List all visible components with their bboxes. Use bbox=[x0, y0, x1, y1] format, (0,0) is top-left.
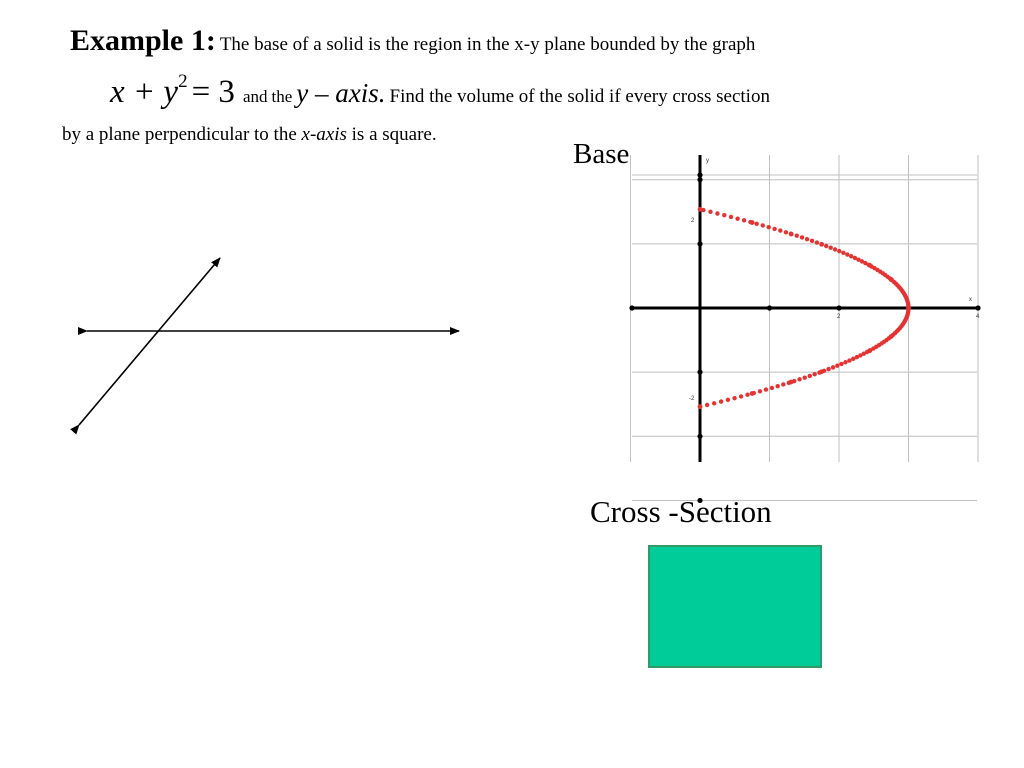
data-point bbox=[750, 220, 755, 225]
line3-post: is a square. bbox=[351, 124, 437, 145]
graph-axes bbox=[629, 155, 980, 503]
curve-point bbox=[729, 215, 733, 219]
data-point bbox=[698, 404, 703, 409]
curve-point bbox=[833, 247, 837, 251]
data-point bbox=[789, 232, 794, 237]
curve-point bbox=[742, 218, 746, 222]
curve-point bbox=[712, 401, 716, 405]
x-tick-label: 2 bbox=[837, 314, 841, 320]
curve-point bbox=[831, 365, 835, 369]
x-tick-label: 4 bbox=[976, 314, 980, 320]
y-tick-label: 2 bbox=[691, 218, 695, 224]
curve-point bbox=[770, 386, 774, 390]
equation-rhs: = 3 bbox=[191, 74, 235, 110]
curve-point bbox=[805, 237, 809, 241]
x-axis-tick bbox=[836, 305, 841, 310]
problem-text-line1: The base of a solid is the region in the x-y plane bounded by the graph bbox=[219, 34, 756, 55]
y-tick-label: -2 bbox=[689, 396, 695, 402]
y-axis-tick bbox=[697, 434, 702, 439]
data-point bbox=[889, 277, 894, 282]
curve-point bbox=[849, 254, 853, 258]
curve-point bbox=[775, 384, 779, 388]
base-graph bbox=[629, 155, 980, 503]
curve-point bbox=[843, 360, 847, 364]
x-axis-tick bbox=[975, 305, 980, 310]
graph-axis-labels bbox=[689, 158, 980, 402]
x-axis-tick bbox=[767, 305, 772, 310]
cross-section-label: Cross -Section bbox=[590, 494, 772, 529]
cross-section-square bbox=[648, 545, 822, 668]
curve-point bbox=[839, 362, 843, 366]
curve-point bbox=[754, 222, 758, 226]
curve-point bbox=[705, 403, 709, 407]
curve-point bbox=[826, 367, 830, 371]
curve-point bbox=[708, 210, 712, 214]
curve-point bbox=[772, 227, 776, 231]
curve-point bbox=[835, 363, 839, 367]
y-axis-letter: y bbox=[706, 158, 709, 164]
y-axis-tick bbox=[697, 370, 702, 375]
y-axis-tick bbox=[697, 172, 702, 177]
curve-point bbox=[797, 377, 801, 381]
x-axis-tick bbox=[629, 305, 634, 310]
data-point bbox=[789, 380, 794, 385]
data-point bbox=[819, 242, 824, 247]
curve-point bbox=[784, 230, 788, 234]
data-point bbox=[867, 348, 872, 353]
sketch-diagonal-axis bbox=[79, 258, 220, 425]
curve-point bbox=[739, 394, 743, 398]
curve-point bbox=[810, 239, 814, 243]
curve-point bbox=[845, 252, 849, 256]
example-label: Example 1: bbox=[70, 24, 216, 57]
data-point bbox=[698, 207, 703, 212]
line3-pre: by a plane perpendicular to the bbox=[62, 124, 297, 145]
problem-text-line2: Find the volume of the solid if every cross section bbox=[389, 86, 770, 107]
curve-point bbox=[824, 244, 828, 248]
y-axis-math: y – axis. bbox=[296, 78, 386, 108]
curve-point bbox=[758, 389, 762, 393]
y-axis-tick bbox=[697, 177, 702, 182]
y-axis-tick bbox=[697, 241, 702, 246]
curve-point bbox=[781, 382, 785, 386]
data-point bbox=[819, 369, 824, 374]
curve-point bbox=[837, 249, 841, 253]
and-text: and bbox=[242, 87, 268, 106]
curve-point bbox=[761, 223, 765, 227]
curve-point bbox=[778, 228, 782, 232]
curve-point bbox=[732, 396, 736, 400]
data-point bbox=[889, 334, 894, 339]
line3-emph: x-axis bbox=[301, 124, 347, 145]
grid-lines bbox=[631, 155, 979, 500]
curve-point bbox=[715, 211, 719, 215]
curve-point bbox=[815, 240, 819, 244]
data-point bbox=[867, 263, 872, 268]
curve-point bbox=[722, 213, 726, 217]
x-axis-letter: x bbox=[969, 297, 972, 303]
curve-point bbox=[803, 375, 807, 379]
curve-point bbox=[841, 251, 845, 255]
curve-point bbox=[726, 398, 730, 402]
curve-point bbox=[808, 374, 812, 378]
curve-point bbox=[745, 393, 749, 397]
curve-point bbox=[847, 358, 851, 362]
curve-point bbox=[735, 216, 739, 220]
equation-lhs: x + y bbox=[110, 74, 179, 110]
curve-point bbox=[767, 225, 771, 229]
curve-point bbox=[812, 372, 816, 376]
curve-point bbox=[764, 387, 768, 391]
base-label: Base bbox=[573, 138, 630, 170]
the-text: the bbox=[271, 87, 293, 106]
curve-point bbox=[829, 246, 833, 250]
curve-point bbox=[719, 399, 723, 403]
data-point bbox=[906, 306, 911, 311]
curve-point bbox=[800, 235, 804, 239]
data-point bbox=[750, 391, 755, 396]
curve-point bbox=[795, 234, 799, 238]
equation-exponent: 2 bbox=[178, 71, 188, 92]
